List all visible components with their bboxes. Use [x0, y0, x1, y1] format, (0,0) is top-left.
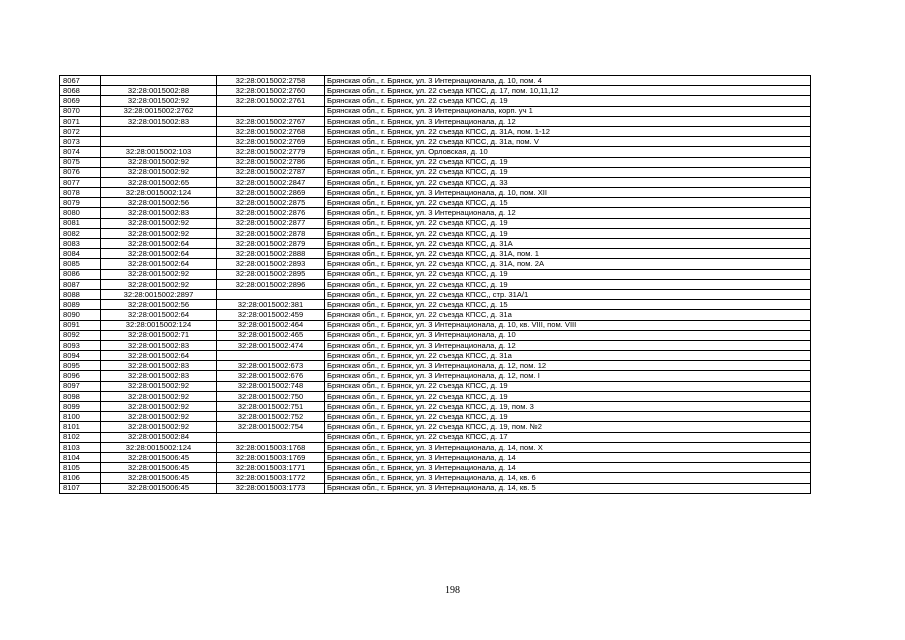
object-cadastral-number-cell: 32:28:0015002:2758 [217, 76, 325, 86]
page-number: 198 [445, 585, 460, 596]
row-number-cell: 8086 [60, 269, 101, 279]
row-number-cell: 8069 [60, 96, 101, 106]
table-row [60, 86, 811, 96]
land-cadastral-number-cell: 32:28:0015002:83 [101, 208, 217, 218]
object-cadastral-number-cell: 32:28:0015002:754 [217, 422, 325, 432]
address-cell: Брянская обл., г. Брянск, ул. 22 съезда КПСС, д. 31А, пом. 1-12 [325, 126, 811, 136]
land-cadastral-number-cell: 32:28:0015002:64 [101, 310, 217, 320]
land-cadastral-number-cell: 32:28:0015002:83 [101, 361, 217, 371]
object-cadastral-number-cell: 32:28:0015002:751 [217, 402, 325, 412]
object-cadastral-number-cell: 32:28:0015003:1773 [217, 483, 325, 493]
object-cadastral-number-cell: 32:28:0015002:2760 [217, 86, 325, 96]
land-cadastral-number-cell: 32:28:0015002:56 [101, 300, 217, 310]
land-cadastral-number-cell: 32:28:0015002:92 [101, 218, 217, 228]
object-cadastral-number-cell: 32:28:0015002:2875 [217, 198, 325, 208]
object-cadastral-number-cell: 32:28:0015002:2767 [217, 116, 325, 126]
object-cadastral-number-cell: 32:28:0015002:748 [217, 381, 325, 391]
land-cadastral-number-cell: 32:28:0015002:83 [101, 116, 217, 126]
table-row [60, 381, 811, 391]
table-row [60, 96, 811, 106]
object-cadastral-number-cell: 32:28:0015002:2876 [217, 208, 325, 218]
table-row [60, 167, 811, 177]
address-cell: Брянская обл., г. Брянск, ул. 22 съезда КПСС, д. 31А, пом. 1 [325, 249, 811, 259]
address-cell: Брянская обл., г. Брянск, ул. 22 съезда КПСС, д. 19 [325, 96, 811, 106]
row-number-cell: 8105 [60, 463, 101, 473]
table-row [60, 279, 811, 289]
object-cadastral-number-cell: 32:28:0015002:2768 [217, 126, 325, 136]
address-cell: Брянская обл., г. Брянск, ул. 3 Интернационала, д. 14 [325, 452, 811, 462]
table-row [60, 340, 811, 350]
address-cell: Брянская обл., г. Брянск, ул. 22 съезда КПСС, д. 19 [325, 228, 811, 238]
address-cell: Брянская обл., г. Брянск, ул. 22 съезда КПСС, д. 19 [325, 381, 811, 391]
table-row [60, 361, 811, 371]
object-cadastral-number-cell [217, 106, 325, 116]
table-row [60, 320, 811, 330]
table-row [60, 412, 811, 422]
row-number-cell: 8102 [60, 432, 101, 442]
object-cadastral-number-cell: 32:28:0015002:2878 [217, 228, 325, 238]
table-row [60, 442, 811, 452]
table-row [60, 259, 811, 269]
row-number-cell: 8081 [60, 218, 101, 228]
row-number-cell: 8089 [60, 300, 101, 310]
table-row [60, 351, 811, 361]
row-number-cell: 8100 [60, 412, 101, 422]
table-row [60, 330, 811, 340]
row-number-cell: 8071 [60, 116, 101, 126]
address-cell: Брянская обл., г. Брянск, ул. 22 съезда КПСС, д. 19 [325, 218, 811, 228]
table-row [60, 289, 811, 299]
row-number-cell: 8079 [60, 198, 101, 208]
land-cadastral-number-cell: 32:28:0015002:92 [101, 412, 217, 422]
land-cadastral-number-cell: 32:28:0015002:92 [101, 381, 217, 391]
object-cadastral-number-cell: 32:28:0015002:474 [217, 340, 325, 350]
table-row [60, 269, 811, 279]
object-cadastral-number-cell: 32:28:0015002:464 [217, 320, 325, 330]
row-number-cell: 8096 [60, 371, 101, 381]
address-cell: Брянская обл., г. Брянск, ул. 22 съезда КПСС, д. 19 [325, 279, 811, 289]
object-cadastral-number-cell: 32:28:0015002:381 [217, 300, 325, 310]
address-cell: Брянская обл., г. Брянск, ул. 22 съезда КПСС, д. 19, пом. №2 [325, 422, 811, 432]
land-cadastral-number-cell: 32:28:0015002:92 [101, 269, 217, 279]
land-cadastral-number-cell: 32:28:0015002:64 [101, 239, 217, 249]
address-cell: Брянская обл., г. Брянск, ул. 22 съезда КПСС, д. 31А [325, 239, 811, 249]
row-number-cell: 8106 [60, 473, 101, 483]
object-cadastral-number-cell: 32:28:0015002:2787 [217, 167, 325, 177]
address-cell: Брянская обл., г. Брянск, ул. 22 съезда КПСС, д. 15 [325, 300, 811, 310]
object-cadastral-number-cell: 32:28:0015002:2888 [217, 249, 325, 259]
land-cadastral-number-cell: 32:28:0015006:45 [101, 483, 217, 493]
address-cell: Брянская обл., г. Брянск, ул. 3 Интернационала, корп. уч 1 [325, 106, 811, 116]
address-cell: Брянская обл., г. Брянск, ул. 22 съезда КПСС, д. 19 [325, 269, 811, 279]
land-cadastral-number-cell: 32:28:0015002:92 [101, 157, 217, 167]
address-cell: Брянская обл., г. Брянск, ул. 22 съезда КПСС, д. 17 [325, 432, 811, 442]
object-cadastral-number-cell [217, 289, 325, 299]
row-number-cell: 8082 [60, 228, 101, 238]
address-cell: Брянская обл., г. Брянск, ул. 22 съезда КПСС, д. 19, пом. 3 [325, 402, 811, 412]
row-number-cell: 8067 [60, 76, 101, 86]
row-number-cell: 8088 [60, 289, 101, 299]
row-number-cell: 8073 [60, 137, 101, 147]
table-row [60, 391, 811, 401]
row-number-cell: 8078 [60, 188, 101, 198]
address-cell: Брянская обл., г. Брянск, ул. 22 съезда КПСС, д. 19 [325, 167, 811, 177]
table-row [60, 106, 811, 116]
table-row [60, 76, 811, 86]
land-cadastral-number-cell: 32:28:0015002:103 [101, 147, 217, 157]
row-number-cell: 8103 [60, 442, 101, 452]
table-row [60, 452, 811, 462]
land-cadastral-number-cell: 32:28:0015002:88 [101, 86, 217, 96]
object-cadastral-number-cell: 32:28:0015002:750 [217, 391, 325, 401]
object-cadastral-number-cell: 32:28:0015002:2761 [217, 96, 325, 106]
row-number-cell: 8098 [60, 391, 101, 401]
table-row [60, 137, 811, 147]
address-cell: Брянская обл., г. Брянск, ул. 3 Интернационала, д. 12 [325, 116, 811, 126]
land-cadastral-number-cell: 32:28:0015002:92 [101, 402, 217, 412]
address-cell: Брянская обл., г. Брянск, ул. 22 съезда КПСС, д. 15 [325, 198, 811, 208]
object-cadastral-number-cell: 32:28:0015002:2869 [217, 188, 325, 198]
registry-table-body [60, 76, 811, 494]
row-number-cell: 8087 [60, 279, 101, 289]
land-cadastral-number-cell: 32:28:0015002:83 [101, 371, 217, 381]
object-cadastral-number-cell: 32:28:0015002:2877 [217, 218, 325, 228]
address-cell: Брянская обл., г. Брянск, ул. 3 Интернационала, д. 14, кв. 6 [325, 473, 811, 483]
table-row [60, 239, 811, 249]
object-cadastral-number-cell: 32:28:0015002:676 [217, 371, 325, 381]
land-cadastral-number-cell: 32:28:0015002:92 [101, 391, 217, 401]
table-row [60, 228, 811, 238]
table-row [60, 208, 811, 218]
row-number-cell: 8092 [60, 330, 101, 340]
row-number-cell: 8075 [60, 157, 101, 167]
land-cadastral-number-cell: 32:28:0015002:124 [101, 188, 217, 198]
table-row [60, 147, 811, 157]
address-cell: Брянская обл., г. Брянск, ул. 3 Интернационала, д. 10, кв. VIII, пом. VIII [325, 320, 811, 330]
row-number-cell: 8070 [60, 106, 101, 116]
row-number-cell: 8101 [60, 422, 101, 432]
table-row [60, 473, 811, 483]
table-row [60, 310, 811, 320]
address-cell: Брянская обл., г. Брянск, ул. 3 Интернационала, д. 14, кв. 5 [325, 483, 811, 493]
address-cell: Брянская обл., г. Брянск, ул. 3 Интернационала, д. 10 [325, 330, 811, 340]
address-cell: Брянская обл., г. Брянск, ул. 3 Интернационала, д. 12, пом. 12 [325, 361, 811, 371]
land-cadastral-number-cell: 32:28:0015006:45 [101, 452, 217, 462]
table-row [60, 402, 811, 412]
land-cadastral-number-cell: 32:28:0015002:56 [101, 198, 217, 208]
row-number-cell: 8083 [60, 239, 101, 249]
object-cadastral-number-cell: 32:28:0015002:2895 [217, 269, 325, 279]
address-cell: Брянская обл., г. Брянск, ул. 22 съезда КПСС, д. 17, пом. 10,11,12 [325, 86, 811, 96]
land-cadastral-number-cell: 32:28:0015002:71 [101, 330, 217, 340]
table-row [60, 300, 811, 310]
object-cadastral-number-cell: 32:28:0015002:459 [217, 310, 325, 320]
land-cadastral-number-cell: 32:28:0015002:83 [101, 340, 217, 350]
table-row [60, 126, 811, 136]
address-cell: Брянская обл., г. Брянск, ул. Орловская, д. 10 [325, 147, 811, 157]
table-row [60, 483, 811, 493]
address-cell: Брянская обл., г. Брянск, ул. 3 Интернационала, д. 12 [325, 340, 811, 350]
land-cadastral-number-cell: 32:28:0015002:64 [101, 351, 217, 361]
row-number-cell: 8080 [60, 208, 101, 218]
land-cadastral-number-cell: 32:28:0015002:92 [101, 422, 217, 432]
object-cadastral-number-cell: 32:28:0015002:673 [217, 361, 325, 371]
object-cadastral-number-cell: 32:28:0015002:2893 [217, 259, 325, 269]
address-cell: Брянская обл., г. Брянск, ул. 22 съезда КПСС, д. 31а, пом. V [325, 137, 811, 147]
object-cadastral-number-cell: 32:28:0015002:2879 [217, 239, 325, 249]
object-cadastral-number-cell: 32:28:0015003:1772 [217, 473, 325, 483]
row-number-cell: 8107 [60, 483, 101, 493]
land-cadastral-number-cell: 32:28:0015002:64 [101, 259, 217, 269]
object-cadastral-number-cell: 32:28:0015003:1771 [217, 463, 325, 473]
row-number-cell: 8084 [60, 249, 101, 259]
land-cadastral-number-cell: 32:28:0015006:45 [101, 473, 217, 483]
address-cell: Брянская обл., г. Брянск, ул. 3 Интернационала, д. 12 [325, 208, 811, 218]
address-cell: Брянская обл., г. Брянск, ул. 3 Интернационала, д. 10, пом. 4 [325, 76, 811, 86]
address-cell: Брянская обл., г. Брянск, ул. 3 Интернационала, д. 12, пом. I [325, 371, 811, 381]
land-cadastral-number-cell: 32:28:0015002:92 [101, 228, 217, 238]
table-row [60, 371, 811, 381]
table-row [60, 218, 811, 228]
address-cell: Брянская обл., г. Брянск, ул. 22 съезда КПСС, д. 19 [325, 157, 811, 167]
address-cell: Брянская обл., г. Брянск, ул. 3 Интернационала, д. 10, пом. XII [325, 188, 811, 198]
table-row [60, 188, 811, 198]
row-number-cell: 8097 [60, 381, 101, 391]
address-cell: Брянская обл., г. Брянск, ул. 22 съезда КПСС, д. 19 [325, 412, 811, 422]
address-cell: Брянская обл., г. Брянск, ул. 22 съезда КПСС, д. 31а [325, 310, 811, 320]
row-number-cell: 8076 [60, 167, 101, 177]
land-cadastral-number-cell: 32:28:0015002:65 [101, 177, 217, 187]
address-cell: Брянская обл., г. Брянск, ул. 3 Интернационала, д. 14, пом. X [325, 442, 811, 452]
row-number-cell: 8104 [60, 452, 101, 462]
land-cadastral-number-cell: 32:28:0015002:92 [101, 96, 217, 106]
row-number-cell: 8074 [60, 147, 101, 157]
object-cadastral-number-cell: 32:28:0015002:465 [217, 330, 325, 340]
row-number-cell: 8095 [60, 361, 101, 371]
table-row [60, 249, 811, 259]
object-cadastral-number-cell [217, 432, 325, 442]
row-number-cell: 8090 [60, 310, 101, 320]
table-row [60, 432, 811, 442]
land-cadastral-number-cell: 32:28:0015002:2897 [101, 289, 217, 299]
land-cadastral-number-cell [101, 126, 217, 136]
row-number-cell: 8099 [60, 402, 101, 412]
land-cadastral-number-cell: 32:28:0015002:2762 [101, 106, 217, 116]
table-row [60, 177, 811, 187]
object-cadastral-number-cell: 32:28:0015002:2779 [217, 147, 325, 157]
land-cadastral-number-cell: 32:28:0015002:64 [101, 249, 217, 259]
object-cadastral-number-cell: 32:28:0015003:1768 [217, 442, 325, 452]
land-cadastral-number-cell: 32:28:0015002:84 [101, 432, 217, 442]
address-cell: Брянская обл., г. Брянск, ул. 22 съезда КПСС, д. 31а [325, 351, 811, 361]
object-cadastral-number-cell: 32:28:0015002:2847 [217, 177, 325, 187]
object-cadastral-number-cell [217, 351, 325, 361]
object-cadastral-number-cell: 32:28:0015003:1769 [217, 452, 325, 462]
object-cadastral-number-cell: 32:28:0015002:2769 [217, 137, 325, 147]
row-number-cell: 8093 [60, 340, 101, 350]
row-number-cell: 8094 [60, 351, 101, 361]
object-cadastral-number-cell: 32:28:0015002:2896 [217, 279, 325, 289]
land-cadastral-number-cell [101, 76, 217, 86]
land-cadastral-number-cell: 32:28:0015002:92 [101, 167, 217, 177]
object-cadastral-number-cell: 32:28:0015002:752 [217, 412, 325, 422]
row-number-cell: 8068 [60, 86, 101, 96]
address-cell: Брянская обл., г. Брянск, ул. 3 Интернационала, д. 14 [325, 463, 811, 473]
row-number-cell: 8072 [60, 126, 101, 136]
table-row [60, 463, 811, 473]
land-cadastral-number-cell: 32:28:0015002:124 [101, 442, 217, 452]
table-row [60, 157, 811, 167]
table-row [60, 116, 811, 126]
land-cadastral-number-cell: 32:28:0015002:92 [101, 279, 217, 289]
row-number-cell: 8077 [60, 177, 101, 187]
land-cadastral-number-cell [101, 137, 217, 147]
table-row [60, 198, 811, 208]
object-cadastral-number-cell: 32:28:0015002:2786 [217, 157, 325, 167]
land-cadastral-number-cell: 32:28:0015002:124 [101, 320, 217, 330]
land-cadastral-number-cell: 32:28:0015006:45 [101, 463, 217, 473]
address-cell: Брянская обл., г. Брянск, ул. 22 съезда КПСС, д. 33 [325, 177, 811, 187]
registry-table [59, 75, 811, 494]
row-number-cell: 8085 [60, 259, 101, 269]
address-cell: Брянская обл., г. Брянск, ул. 22 съезда КПСС, д. 31А, пом. 2А [325, 259, 811, 269]
table-row [60, 422, 811, 432]
row-number-cell: 8091 [60, 320, 101, 330]
address-cell: Брянская обл., г. Брянск, ул. 22 съезда КПСС,, стр. 31А/1 [325, 289, 811, 299]
address-cell: Брянская обл., г. Брянск, ул. 22 съезда КПСС, д. 19 [325, 391, 811, 401]
